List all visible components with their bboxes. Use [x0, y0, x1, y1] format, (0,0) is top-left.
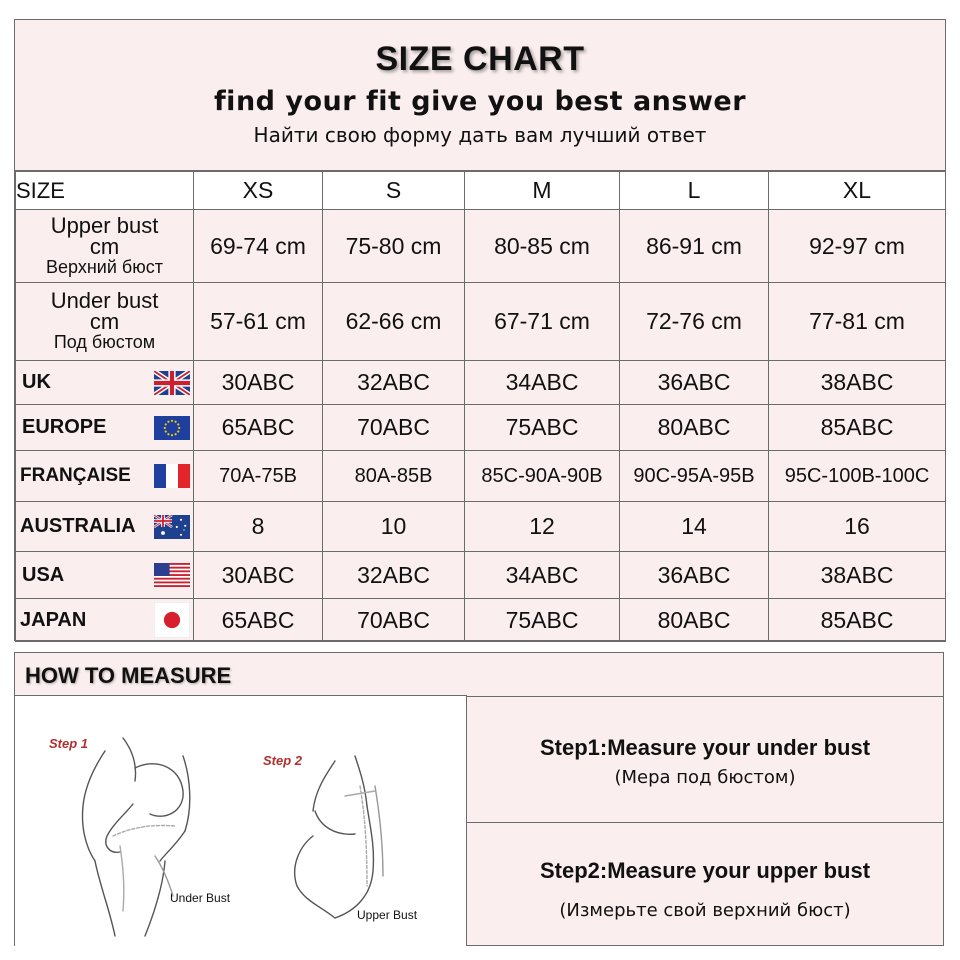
table-cell: 32ABC — [323, 361, 465, 405]
table-cell: 75ABC — [465, 599, 620, 642]
table-cell: 30ABC — [194, 552, 323, 599]
table-cell: 14 — [620, 502, 769, 552]
under-bust-row — [16, 283, 946, 361]
table-cell: 80ABC — [620, 405, 769, 451]
size-table — [15, 171, 946, 642]
size-chart — [14, 19, 946, 641]
upper-bust-row — [16, 210, 946, 283]
step2-text: Step2:Measure your upper bust — [539, 858, 871, 883]
upper-bust-label — [16, 210, 194, 283]
size-xs: XS — [194, 172, 323, 210]
region-name: AUSTRALIA — [20, 515, 136, 537]
table-cell: 85C-90A-90B — [465, 451, 620, 502]
region-row-uk — [16, 361, 946, 405]
table-cell: 32ABC — [323, 552, 465, 599]
size-s: S — [323, 172, 465, 210]
table-cell: 38ABC — [769, 361, 946, 405]
table-cell: 36ABC — [620, 552, 769, 599]
table-cell: 62-66 cm — [323, 283, 465, 361]
table-cell: 30ABC — [194, 361, 323, 405]
table-cell: 80-85 cm — [465, 210, 620, 283]
under-bust-label-unit: cm — [89, 309, 120, 334]
region-name: USA — [22, 563, 65, 586]
subtitle-ru: Найти свою форму дать вам лучший ответ — [253, 123, 707, 147]
step1-text-ru: (Мера под бюстом) — [614, 767, 796, 788]
table-cell: 57-61 cm — [194, 283, 323, 361]
table-cell: 65ABC — [194, 599, 323, 642]
table-cell: 36ABC — [620, 361, 769, 405]
measure-illustration — [15, 695, 467, 946]
upper-bust-label-en: Upper bust — [50, 212, 159, 238]
table-cell: 75-80 cm — [323, 210, 465, 283]
table-cell: 69-74 cm — [194, 210, 323, 283]
uk-flag-icon — [154, 371, 190, 395]
table-cell: 85ABC — [769, 599, 946, 642]
australia-flag-icon — [154, 515, 190, 539]
table-cell: 77-81 cm — [769, 283, 946, 361]
table-cell: 90C-95A-95B — [620, 451, 769, 502]
region-row-australia — [16, 502, 946, 552]
subtitle: find your fit give you best answer — [213, 86, 747, 117]
step1-figure-caption: Under Bust — [170, 891, 231, 905]
under-bust-label — [16, 283, 194, 361]
france-flag-icon — [154, 464, 190, 488]
table-cell: 38ABC — [769, 552, 946, 599]
upper-bust-label-ru: Верхний бюст — [46, 256, 163, 277]
table-cell: 70ABC — [323, 599, 465, 642]
page-title: SIZE CHART — [375, 40, 585, 78]
eu-flag-icon — [154, 416, 190, 440]
table-cell: 65ABC — [194, 405, 323, 451]
region-label-france — [16, 451, 194, 502]
japan-flag-icon — [154, 602, 190, 638]
usa-flag-icon — [154, 563, 190, 587]
step1-figure-tag: Step 1 — [49, 736, 89, 751]
step2-panel — [467, 822, 943, 945]
measure-figures-icon — [15, 696, 466, 946]
region-name: FRANÇAISE — [20, 465, 131, 486]
region-name: EUROPE — [22, 416, 107, 438]
table-cell: 10 — [323, 502, 465, 552]
step1-text: Step1:Measure your under bust — [539, 735, 871, 760]
under-bust-label-ru: Под бюстом — [53, 332, 156, 352]
region-label-usa — [16, 552, 194, 599]
table-cell: 72-76 cm — [620, 283, 769, 361]
size-header-row — [16, 172, 946, 210]
upper-bust-label-unit: cm — [89, 233, 120, 259]
how-to-measure-title: HOW TO MEASURE — [25, 663, 232, 688]
region-label-europe — [16, 405, 194, 451]
region-label-australia — [16, 502, 194, 552]
table-cell: 75ABC — [465, 405, 620, 451]
table-cell: 70ABC — [323, 405, 465, 451]
table-cell: 80ABC — [620, 599, 769, 642]
size-corner-label: SIZE — [16, 172, 194, 210]
table-cell: 95C-100B-100C — [769, 451, 946, 502]
size-chart-header — [15, 20, 945, 171]
region-name: UK — [22, 371, 51, 393]
region-row-japan — [16, 599, 946, 642]
table-cell: 8 — [194, 502, 323, 552]
size-l: L — [620, 172, 769, 210]
region-row-france — [16, 451, 946, 502]
table-cell: 85ABC — [769, 405, 946, 451]
region-row-usa — [16, 552, 946, 599]
table-cell: 92-97 cm — [769, 210, 946, 283]
size-xl: XL — [769, 172, 946, 210]
step2-text-ru: (Измерьте свой верхний бюст) — [559, 900, 851, 921]
step1-panel — [467, 696, 943, 823]
region-name: JAPAN — [20, 608, 87, 631]
size-m: M — [465, 172, 620, 210]
step2-figure-tag: Step 2 — [263, 753, 303, 768]
region-row-europe — [16, 405, 946, 451]
table-cell: 12 — [465, 502, 620, 552]
region-label-uk — [16, 361, 194, 405]
under-bust-label-en: Under bust — [50, 288, 159, 313]
table-cell: 86-91 cm — [620, 210, 769, 283]
how-to-measure-panel — [14, 652, 944, 946]
table-cell: 34ABC — [465, 361, 620, 405]
table-cell: 80A-85B — [323, 451, 465, 502]
table-cell: 34ABC — [465, 552, 620, 599]
region-label-japan — [16, 599, 194, 642]
table-cell: 70A-75B — [194, 451, 323, 502]
table-cell: 67-71 cm — [465, 283, 620, 361]
table-cell: 16 — [769, 502, 946, 552]
step2-figure-caption: Upper Bust — [357, 908, 418, 922]
